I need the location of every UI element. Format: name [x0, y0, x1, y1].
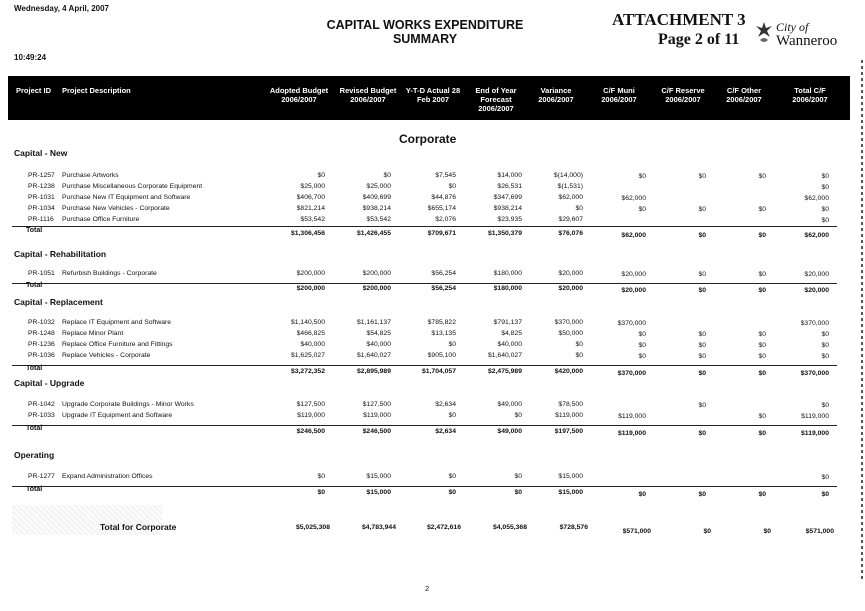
project-id: PR-1051 — [28, 270, 55, 277]
col-ytd-line2: Feb 2007 — [416, 95, 450, 104]
total-value: $1,306,456 — [290, 230, 325, 237]
report-date: Wednesday, 4 April, 2007 — [14, 4, 110, 13]
cell-value: $0 — [821, 173, 829, 180]
cell-value: $119,000 — [363, 412, 391, 419]
cell-value: $1,161,137 — [356, 319, 391, 326]
cell-value: $0 — [317, 473, 325, 480]
project-description: Purchase Artworks — [62, 172, 119, 179]
report-title — [290, 18, 560, 46]
col-cf-muni — [591, 86, 647, 104]
city-logo — [754, 18, 838, 54]
total-value: $0 — [638, 491, 646, 498]
col-adopted-line2: 2006/2007 — [281, 95, 317, 104]
total-value: $2,895,989 — [356, 368, 391, 375]
cell-value: $25,000 — [366, 183, 391, 190]
table-row — [0, 216, 860, 226]
section-heading-corporate: Corporate — [399, 132, 457, 146]
total-value: $246,500 — [362, 428, 391, 435]
col-variance-line1: Variance — [540, 86, 572, 95]
col-cf-muni-line1: C/F Muni — [603, 86, 635, 95]
table-row — [0, 270, 860, 280]
city-logo-icon — [754, 20, 774, 46]
cell-value: $370,000 — [617, 320, 646, 327]
cell-value: $0 — [821, 184, 829, 191]
cell-value: $200,000 — [362, 270, 391, 277]
total-row — [0, 365, 860, 378]
total-value: $119,000 — [801, 430, 829, 437]
cell-value: $0 — [638, 173, 646, 180]
cell-value: $0 — [448, 473, 456, 480]
total-value: $119,000 — [618, 430, 646, 437]
total-rule — [12, 226, 837, 227]
total-value: $370,000 — [617, 370, 646, 377]
col-total-cf-line1: Total C/F — [794, 86, 826, 95]
total-rule — [12, 283, 837, 284]
grand-total-value: $571,000 — [622, 528, 651, 535]
table-row — [0, 183, 860, 193]
col-ytd-line1: Y-T-D Actual 28 — [405, 86, 461, 95]
cell-value: $0 — [638, 353, 646, 360]
total-value: $246,500 — [296, 428, 325, 435]
col-total-cf — [778, 86, 842, 104]
total-value: $1,426,455 — [356, 230, 391, 237]
grand-total-value: $0 — [763, 528, 771, 535]
group-heading: Capital - Upgrade — [14, 378, 85, 388]
cell-value: $0 — [698, 402, 706, 409]
cell-value: $1,640,027 — [356, 352, 391, 359]
cell-value: $0 — [821, 331, 829, 338]
cell-value: $0 — [821, 353, 829, 360]
total-label: Total — [26, 227, 43, 234]
group-heading: Capital - New — [14, 148, 68, 158]
col-eoy-line3: 2006/2007 — [478, 104, 514, 113]
cell-value: $40,000 — [300, 341, 325, 348]
total-row — [0, 227, 860, 240]
col-cf-reserve-line2: 2006/2007 — [665, 95, 701, 104]
cell-value: $0 — [698, 331, 706, 338]
cell-value: $0 — [698, 342, 706, 349]
col-total-cf-line2: 2006/2007 — [792, 95, 828, 104]
cell-value: $4,825 — [501, 330, 522, 337]
cell-value: $127,500 — [296, 401, 325, 408]
cell-value: $0 — [698, 206, 706, 213]
project-description: Upgrade IT Equipment and Software — [62, 412, 173, 419]
table-row — [0, 473, 860, 483]
total-value: $180,000 — [493, 285, 522, 292]
cell-value: $0 — [575, 205, 583, 212]
cell-value: $14,000 — [497, 172, 522, 179]
project-id: PR-1034 — [28, 205, 55, 212]
cell-value: $0 — [514, 473, 522, 480]
cell-value: $938,214 — [362, 205, 391, 212]
project-description: Purchase Miscellaneous Corporate Equipment — [62, 183, 203, 190]
cell-value: $370,000 — [554, 319, 583, 326]
cell-value: $50,000 — [558, 330, 583, 337]
total-value: $15,000 — [558, 489, 583, 496]
total-value: $709,671 — [427, 230, 456, 237]
project-id: PR-1236 — [28, 341, 55, 348]
group-heading: Capital - Replacement — [14, 297, 103, 307]
attachment-label: ATTACHMENT 3 — [612, 10, 746, 29]
total-value: $0 — [758, 287, 766, 294]
col-project-description: Project Description — [62, 86, 131, 95]
cell-value: $0 — [448, 412, 456, 419]
cell-value: $0 — [821, 217, 829, 224]
total-row — [0, 486, 860, 499]
cell-value: $49,000 — [497, 401, 522, 408]
col-cf-other-line2: 2006/2007 — [726, 95, 762, 104]
cell-value: $0 — [821, 206, 829, 213]
cell-value: $0 — [638, 342, 646, 349]
cell-value: $0 — [821, 474, 829, 481]
col-cf-reserve-line1: C/F Reserve — [661, 86, 705, 95]
logo-name-text: Wanneroo — [776, 33, 838, 49]
total-value: $0 — [698, 287, 706, 294]
col-eoy-line2: Forecast — [480, 95, 512, 104]
cell-value: $78,500 — [558, 401, 583, 408]
total-value: $1,350,379 — [487, 230, 522, 237]
cell-value: $62,000 — [558, 194, 583, 201]
total-value: $62,000 — [804, 232, 829, 239]
cell-value: $0 — [698, 271, 706, 278]
total-value: $0 — [698, 430, 706, 437]
cell-value: $20,000 — [558, 270, 583, 277]
total-value: $20,000 — [804, 287, 829, 294]
cell-value: $0 — [698, 173, 706, 180]
project-description: Purchase Office Furniture — [62, 216, 140, 223]
total-value: $0 — [317, 489, 325, 496]
total-value: $0 — [758, 370, 766, 377]
total-value: $0 — [514, 489, 522, 496]
cell-value: $13,135 — [431, 330, 456, 337]
total-value: $0 — [448, 489, 456, 496]
total-rule — [12, 486, 837, 487]
project-id: PR-1116 — [28, 216, 54, 223]
cell-value: $200,000 — [296, 270, 325, 277]
total-value: $62,000 — [621, 232, 646, 239]
cell-value: $29,607 — [558, 216, 583, 223]
project-id: PR-1248 — [28, 330, 55, 337]
table-row — [0, 330, 860, 340]
project-id: PR-1257 — [28, 172, 55, 179]
total-value: $49,000 — [497, 428, 522, 435]
project-id: PR-1238 — [28, 183, 55, 190]
table-row — [0, 194, 860, 204]
cell-value: $26,531 — [497, 183, 522, 190]
cell-value: $23,935 — [497, 216, 522, 223]
project-description: Expand Administration Offices — [62, 473, 153, 480]
cell-value: $20,000 — [621, 271, 646, 278]
grand-total-value: $2,472,616 — [426, 524, 461, 531]
col-adopted-line1: Adopted Budget — [269, 86, 329, 95]
table-row — [0, 172, 860, 182]
cell-value: $821,214 — [296, 205, 325, 212]
report-time: 10:49:24 — [14, 53, 47, 62]
table-row — [0, 205, 860, 215]
grand-total-value: $0 — [703, 528, 711, 535]
cell-value: $0 — [821, 402, 829, 409]
cell-value: $655,174 — [427, 205, 456, 212]
cell-value: $0 — [575, 352, 583, 359]
cell-value: $40,000 — [366, 341, 391, 348]
total-value: $1,704,057 — [421, 368, 456, 375]
total-value: $0 — [698, 370, 706, 377]
total-value: $2,634 — [435, 428, 456, 435]
cell-value: $347,699 — [493, 194, 522, 201]
cell-value: $1,640,027 — [487, 352, 522, 359]
total-value: $420,000 — [554, 368, 583, 375]
grand-total-value: $5,025,308 — [295, 524, 330, 531]
cell-value: $938,214 — [493, 205, 522, 212]
cell-value: $53,542 — [366, 216, 391, 223]
cell-value: $785,822 — [427, 319, 456, 326]
total-value: $0 — [758, 430, 766, 437]
project-description: Replace IT Equipment and Software — [62, 319, 172, 326]
total-value: $0 — [698, 491, 706, 498]
cell-value: $0 — [698, 353, 706, 360]
cell-value: $0 — [448, 183, 456, 190]
table-row — [0, 412, 860, 422]
total-value: $0 — [821, 491, 829, 498]
total-value: $197,500 — [554, 428, 583, 435]
total-value: $15,000 — [366, 489, 391, 496]
col-cf-reserve — [653, 86, 713, 104]
page-of-label: Page 2 of 11 — [658, 31, 740, 48]
total-value: $200,000 — [296, 285, 325, 292]
total-value: $76,076 — [558, 230, 583, 237]
project-description: Replace Office Furniture and Fittings — [62, 341, 173, 348]
cell-value: $0 — [758, 331, 766, 338]
cell-value: $119,000 — [297, 412, 325, 419]
col-project-id: Project ID — [16, 86, 52, 95]
cell-value: $0 — [514, 412, 522, 419]
total-value: $370,000 — [800, 370, 829, 377]
total-label: Total — [26, 365, 43, 372]
total-value: $20,000 — [558, 285, 583, 292]
cell-value: $905,100 — [427, 352, 456, 359]
total-value: $3,272,352 — [290, 368, 325, 375]
project-id: PR-1031 — [28, 194, 55, 201]
project-description: Replace Vehicles - Corporate — [62, 352, 151, 359]
col-cf-other-line1: C/F Other — [726, 86, 762, 95]
cell-value: $127,500 — [362, 401, 391, 408]
cell-value: $0 — [383, 172, 391, 179]
report-title-line2: SUMMARY — [392, 32, 458, 46]
cell-value: $2,634 — [435, 401, 456, 408]
group-heading: Operating — [14, 450, 55, 460]
col-cf-muni-line2: 2006/2007 — [601, 95, 637, 104]
cell-value: $0 — [317, 172, 325, 179]
project-id: PR-1032 — [28, 319, 55, 326]
cell-value: $0 — [638, 206, 646, 213]
total-value: $56,254 — [431, 285, 456, 292]
cell-value: $0 — [758, 342, 766, 349]
project-id: PR-1036 — [28, 352, 55, 359]
col-revised-budget — [335, 86, 401, 104]
cell-value: $1,625,027 — [290, 352, 325, 359]
logo-city-text: City of — [776, 20, 809, 34]
page-edge-marks — [861, 60, 863, 580]
total-value: $0 — [698, 232, 706, 239]
col-revised-line1: Revised Budget — [339, 86, 397, 95]
project-id: PR-1042 — [28, 401, 55, 408]
cell-value: $409,699 — [362, 194, 391, 201]
page-number: 2 — [425, 584, 430, 593]
cell-value: $119,000 — [555, 412, 583, 419]
total-rule — [12, 365, 837, 366]
cell-value: $40,000 — [497, 341, 522, 348]
project-description: Upgrade Corporate Buildings - Minor Works — [62, 401, 194, 408]
cell-value: $0 — [758, 271, 766, 278]
total-value: $2,475,989 — [487, 368, 522, 375]
col-variance — [528, 86, 584, 104]
cell-value: $0 — [758, 413, 766, 420]
project-description: Purchase New IT Equipment and Software — [62, 194, 191, 201]
cell-value: $466,825 — [296, 330, 325, 337]
col-eoy-forecast — [468, 86, 524, 113]
cell-value: $62,000 — [804, 195, 829, 202]
table-row — [0, 341, 860, 351]
project-description: Replace Minor Plant — [62, 330, 124, 337]
grand-total-value: $4,055,368 — [492, 524, 527, 531]
grand-total-value: $571,000 — [805, 528, 834, 535]
cell-value: $0 — [638, 331, 646, 338]
grand-total-value: $4,783,944 — [361, 524, 396, 531]
table-row — [0, 401, 860, 411]
cell-value: $1,140,500 — [290, 319, 325, 326]
report-title-line1: CAPITAL WORKS EXPENDITURE — [326, 18, 524, 32]
column-header-bar — [8, 76, 850, 120]
col-variance-line2: 2006/2007 — [538, 95, 574, 104]
cell-value: $0 — [821, 342, 829, 349]
cell-value: $0 — [575, 341, 583, 348]
cell-value: $(1,531) — [557, 183, 583, 190]
project-description: Purchase New Vehicles - Corporate — [62, 205, 170, 212]
total-rule — [12, 425, 837, 426]
cell-value: $0 — [758, 173, 766, 180]
grand-total-label: Total for Corporate — [100, 522, 177, 532]
cell-value: $180,000 — [493, 270, 522, 277]
total-label: Total — [26, 282, 43, 289]
cell-value: $2,076 — [435, 216, 456, 223]
col-adopted-budget — [264, 86, 334, 104]
col-eoy-line1: End of Year — [475, 86, 517, 95]
cell-value: $119,000 — [618, 413, 646, 420]
cell-value: $119,000 — [801, 413, 829, 420]
cell-value: $0 — [758, 353, 766, 360]
cell-value: $25,000 — [300, 183, 325, 190]
cell-value: $62,000 — [621, 195, 646, 202]
total-value: $20,000 — [621, 287, 646, 294]
col-revised-line2: 2006/2007 — [350, 95, 386, 104]
cell-value: $7,545 — [435, 172, 456, 179]
grand-total-value: $728,576 — [559, 524, 588, 531]
total-value: $200,000 — [362, 285, 391, 292]
total-row — [0, 282, 860, 295]
table-row — [0, 319, 860, 329]
col-cf-other — [716, 86, 772, 104]
cell-value: $0 — [448, 341, 456, 348]
total-row — [0, 425, 860, 438]
project-id: PR-1277 — [28, 473, 55, 480]
cell-value: $56,254 — [431, 270, 456, 277]
total-value: $0 — [758, 232, 766, 239]
total-label: Total — [26, 486, 43, 493]
cell-value: $15,000 — [558, 473, 583, 480]
group-heading: Capital - Rehabilitation — [14, 249, 107, 259]
cell-value: $0 — [758, 206, 766, 213]
cell-value: $370,000 — [800, 320, 829, 327]
project-id: PR-1033 — [28, 412, 55, 419]
cell-value: $406,700 — [296, 194, 325, 201]
cell-value: $15,000 — [366, 473, 391, 480]
cell-value: $53,542 — [300, 216, 325, 223]
table-row — [0, 352, 860, 362]
cell-value: $791,137 — [493, 319, 522, 326]
project-description: Refurbish Buildings - Corporate — [62, 270, 157, 277]
total-value: $0 — [758, 491, 766, 498]
cell-value: $(14,000) — [553, 172, 583, 179]
col-ytd-actual — [401, 86, 465, 104]
cell-value: $54,825 — [366, 330, 391, 337]
total-label: Total — [26, 425, 43, 432]
cell-value: $44,876 — [431, 194, 456, 201]
cell-value: $20,000 — [804, 271, 829, 278]
